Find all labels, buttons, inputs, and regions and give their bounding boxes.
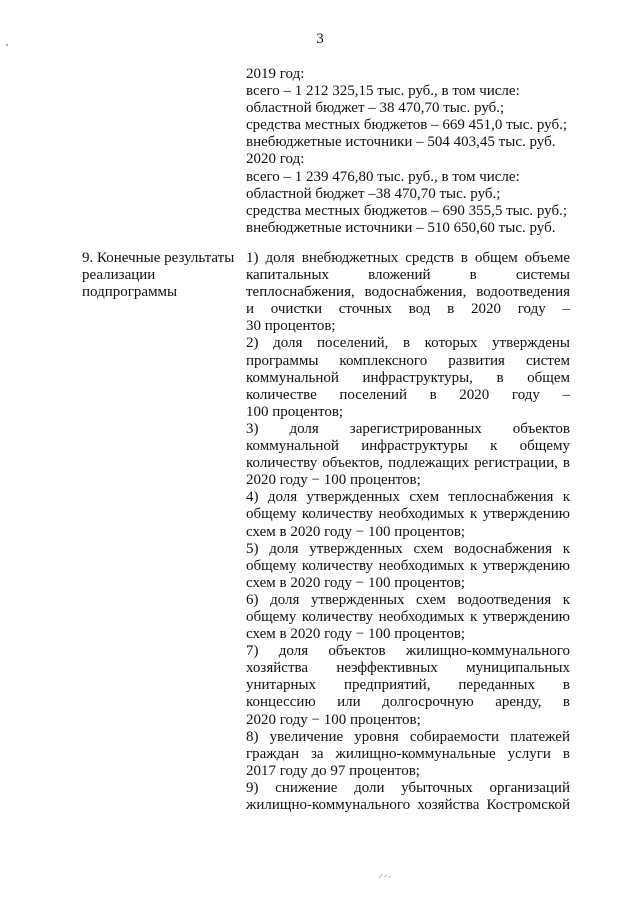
result-item [246, 780, 570, 814]
result-line: количестве поселений в 2020 году – [246, 386, 570, 403]
result-line: 3) доля зарегистрированных объектов [246, 420, 570, 437]
result-item [246, 729, 570, 780]
result-line: 8) увеличение уровня собираемости платежей [246, 728, 570, 745]
section-9-label [82, 250, 242, 301]
finance-line: всего – 1 212 325,15 тыс. руб., в том числе: [246, 83, 520, 100]
result-line: 100 процентов; [246, 403, 344, 420]
scan-artifact [378, 872, 392, 880]
result-line: схем в 2020 году − 100 процентов; [246, 574, 466, 591]
result-line: общему количеству необходимых к утверждению [246, 608, 570, 625]
finance-line: областной бюджет – 38 470,70 тыс. руб.; [246, 100, 505, 117]
result-line: схем в 2020 году − 100 процентов; [246, 626, 466, 643]
result-line: схем в 2020 году − 100 процентов; [246, 523, 466, 540]
result-line: теплоснабжения, водоснабжения, водоотведения [246, 284, 570, 301]
result-line: 4) доля утвержденных схем теплоснабжения к [246, 489, 570, 506]
result-item [246, 421, 570, 489]
result-line: 1) доля внебюджетных средств в общем объеме [246, 250, 570, 266]
finance-line: 2019 год: [246, 66, 305, 82]
result-line: унитарных предприятий, переданных в [246, 677, 570, 694]
scan-speck [6, 44, 8, 46]
finance-line: средства местных бюджетов – 669 451,0 тыс. руб.; [246, 117, 568, 134]
result-line: 2017 году до 97 процентов; [246, 762, 420, 779]
result-line: хозяйства неэффективных муниципальных [246, 660, 570, 677]
result-line: 5) доля утвержденных схем водоснабжения к [246, 540, 570, 557]
result-line: 2) доля поселений, в которых утверждены [246, 335, 570, 352]
result-line: программы комплексного развития систем [246, 352, 570, 369]
result-item [246, 335, 570, 420]
page-number: 3 [316, 31, 324, 47]
finance-line: внебюджетные источники – 510 650,60 тыс. руб. [246, 219, 556, 236]
result-line: 2020 году − 100 процентов; [246, 472, 421, 489]
finance-line: областной бюджет –38 470,70 тыс. руб.; [246, 185, 501, 202]
financing-volumes-block [246, 66, 570, 237]
result-item [246, 541, 570, 592]
finance-line: всего – 1 239 476,80 тыс. руб., в том числе: [246, 168, 520, 185]
result-item [246, 250, 570, 335]
result-line: капитальных вложений в системы [246, 267, 570, 284]
result-line: концессию или долгосрочную аренду, в [246, 694, 570, 711]
result-line: и очистки сточных вод в 2020 году – [246, 301, 570, 318]
result-line: граждан за жилищно-коммунальные услуги в [246, 745, 570, 762]
finance-line: 2020 год: [246, 151, 305, 168]
result-line: количеству объектов, подлежащих регистрации, в [246, 455, 570, 472]
result-line: 7) доля объектов жилищно-коммунального [246, 643, 570, 660]
section-label-line: реализации [82, 267, 156, 284]
result-item [246, 643, 570, 728]
result-line: 6) доля утвержденных схем водоотведения к [246, 591, 570, 608]
result-line: коммунальной инфраструктуры, в общем [246, 369, 570, 386]
finance-line: средства местных бюджетов – 690 355,5 тыс. руб.; [246, 202, 568, 219]
result-line: общему количеству необходимых к утверждению [246, 506, 570, 523]
result-line: 30 процентов; [246, 318, 336, 335]
result-item [246, 592, 570, 643]
section-label-line: подпрограммы [82, 284, 178, 301]
result-line: 9) снижение доли убыточных организаций [246, 779, 570, 796]
result-line: жилищно-коммунального хозяйства Костромской [246, 797, 570, 813]
section-label-line: 9. Конечные результаты [82, 250, 235, 266]
result-line: коммунальной инфраструктуры к общему [246, 438, 570, 455]
section-9-results [246, 250, 570, 814]
finance-line: внебюджетные источники – 504 403,45 тыс. руб. [246, 134, 556, 151]
result-line: общему количеству необходимых к утверждению [246, 557, 570, 574]
result-item [246, 489, 570, 540]
result-line: 2020 году − 100 процентов; [246, 711, 421, 728]
